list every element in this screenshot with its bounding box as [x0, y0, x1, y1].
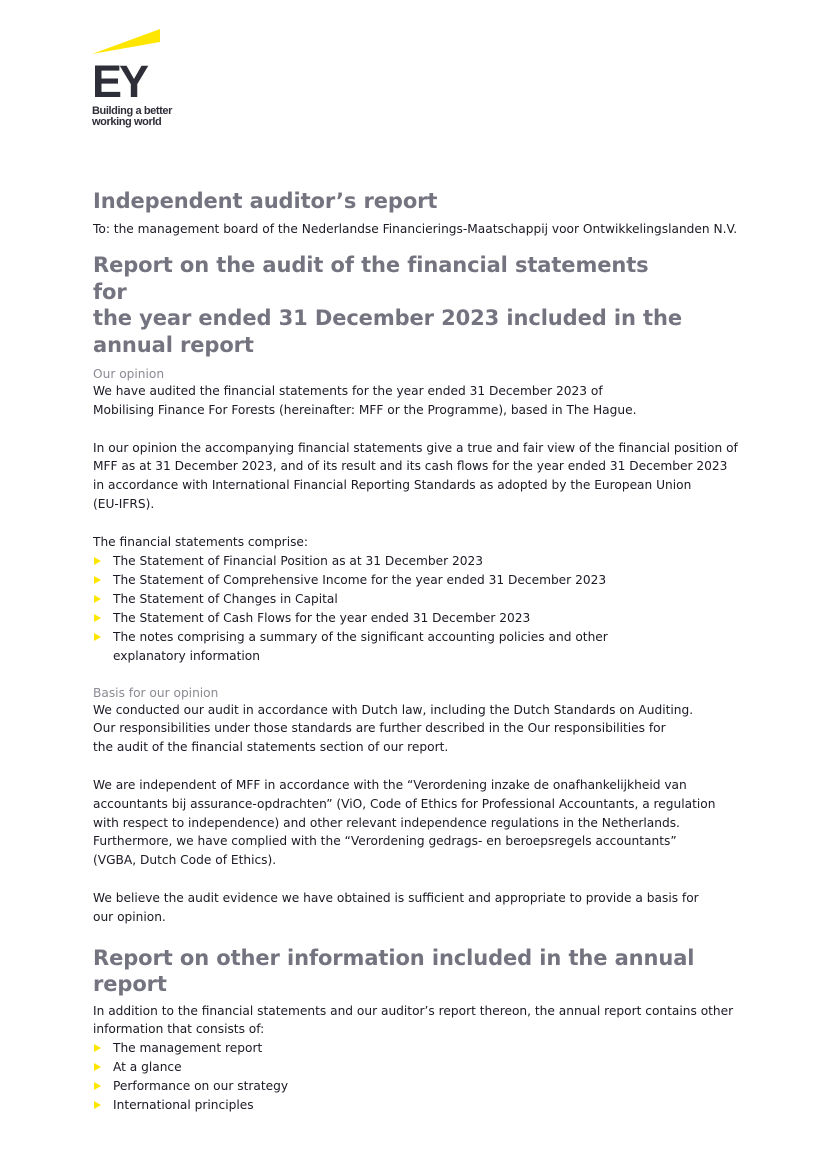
text-line: with respect to independence) and other relevant independence regulations in the Netherlands.	[93, 815, 680, 830]
list-item: The Statement of Cash Flows for the year ended 31 December 2023	[93, 609, 763, 628]
addressee: To: the management board of the Nederlandse Financierings-Maatschappij voor Ontwikkelingslanden N.V.	[93, 222, 738, 236]
text-line: (VGBA, Dutch Code of Ethics).	[93, 853, 277, 868]
list-item: The management report	[93, 1039, 763, 1058]
text-line: In our opinion the accompanying financial statements give a true and fair view of the financial position of	[93, 440, 738, 455]
list-item: The Statement of Comprehensive Income for the year ended 31 December 2023	[93, 571, 763, 590]
text-line: in accordance with International Financial Reporting Standards as adopted by the European Union	[93, 478, 692, 493]
ey-tagline	[92, 106, 172, 128]
text-line: We believe the audit evidence we have obtained is sufficient and appropriate to provide a basis for	[93, 890, 699, 905]
text-line: We have audited the financial statements for the year ended 31 December 2023 of	[93, 384, 603, 398]
opinion-paragraph-2	[93, 439, 763, 514]
ey-logo	[92, 29, 192, 133]
ey-tagline-line: working world	[92, 116, 162, 128]
statements-intro: The financial statements comprise:	[93, 534, 309, 549]
text-line: We conducted our audit in accordance with Dutch law, including the Dutch Standards on Auditing.	[93, 702, 694, 717]
text-line: (EU-IFRS).	[93, 496, 155, 511]
ey-tagline-line: Building a better	[92, 105, 172, 117]
text-line: explanatory information	[113, 648, 260, 663]
text-line: Mobilising Finance For Forests (hereinafter: MFF or the Programme), based in The Hague.	[93, 402, 637, 417]
text-line: Furthermore, we have complied with the “Verordening gedrags- en beroepsregels accountants”	[93, 834, 677, 849]
list-item: At a glance	[93, 1058, 763, 1077]
text-line: The notes comprising a summary of the significant accounting policies and other	[113, 629, 608, 644]
ey-logo-letters: EY	[92, 56, 147, 107]
basis-paragraph-1	[93, 701, 763, 757]
ey-beam-icon	[92, 29, 162, 55]
text-line: our opinion.	[93, 909, 166, 924]
list-item: Performance on our strategy	[93, 1077, 763, 1096]
text-line: In addition to the financial statements and our auditor’s report thereon, the annual report contains other	[93, 1003, 734, 1018]
basis-paragraph-3	[93, 889, 763, 927]
text-line: accountants bij assurance-opdrachten” (ViO, Code of Ethics for Professional Accountants, a regulation	[93, 796, 716, 811]
list-item	[93, 628, 763, 666]
section-heading-other-info: Report on other information included in the annual report	[93, 945, 695, 997]
other-info-list	[93, 1039, 763, 1115]
text-line: MFF as at 31 December 2023, and of its result and its cash flows for the year ended 31 December 2023	[93, 459, 728, 474]
report-body	[93, 188, 763, 1115]
heading-line: the year ended 31 December 2023 included in the	[93, 306, 682, 330]
subheading-our-opinion: Our opinion	[93, 367, 165, 381]
page-title: Independent auditor’s report	[93, 189, 438, 213]
basis-paragraph-2	[93, 776, 763, 870]
subheading-basis: Basis for our opinion	[93, 685, 219, 700]
text-line: Our responsibilities under those standards are further described in the Our responsibilities for	[93, 721, 666, 736]
statements-list	[93, 552, 763, 666]
opinion-paragraph-1	[93, 382, 763, 420]
list-item: International principles	[93, 1096, 763, 1115]
text-line: information that consists of:	[93, 1022, 265, 1037]
text-line: We are independent of MFF in accordance with the “Verordening inzake de onafhankelijkheid van	[93, 777, 687, 792]
other-info-intro	[93, 1002, 763, 1040]
heading-line: annual report	[93, 332, 254, 357]
list-item: The Statement of Financial Position as at 31 December 2023	[93, 552, 763, 571]
section-heading-audit	[93, 252, 683, 358]
text-line: the audit of the financial statements section of our report.	[93, 740, 449, 755]
list-item: The Statement of Changes in Capital	[93, 590, 763, 609]
heading-line: Report on the audit of the financial statements for	[93, 253, 649, 304]
